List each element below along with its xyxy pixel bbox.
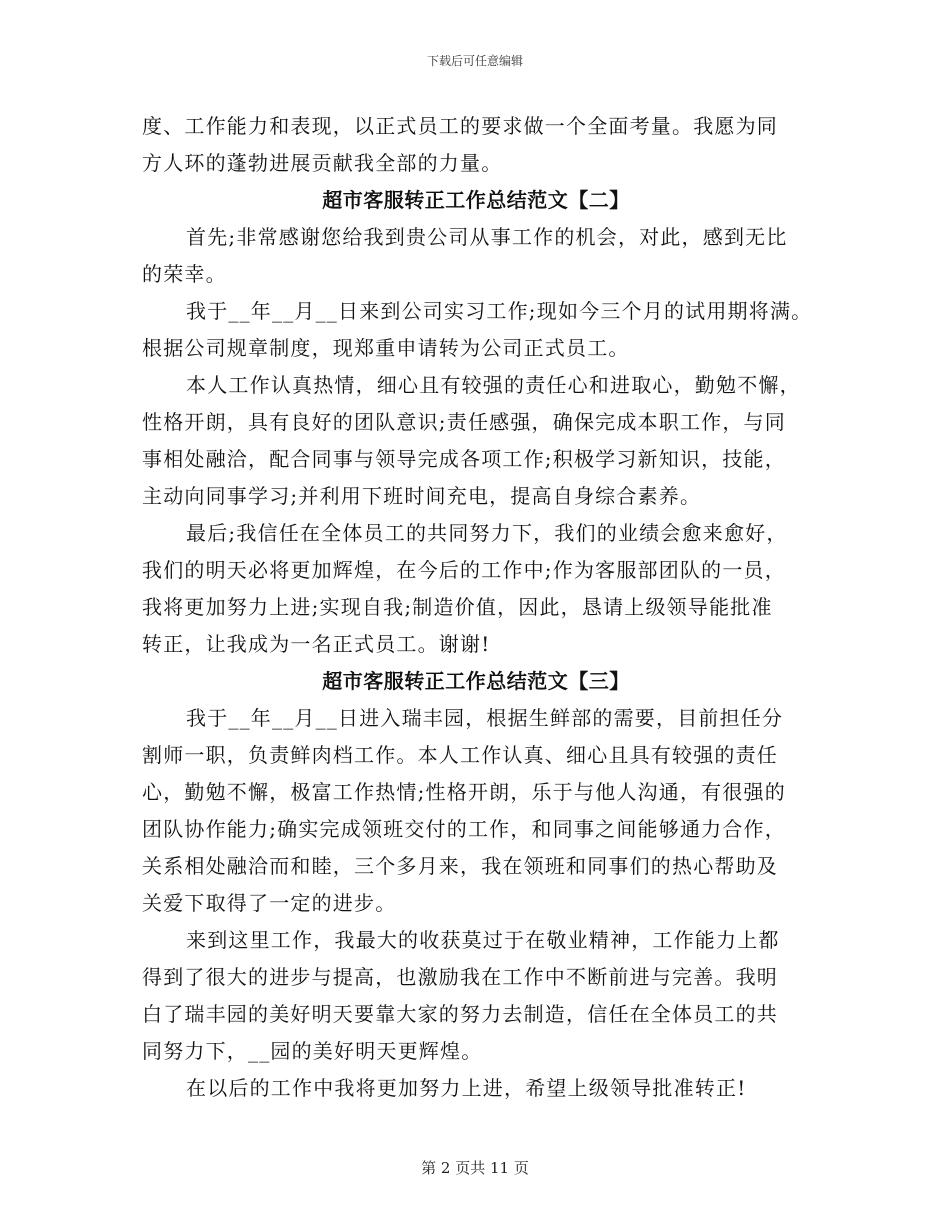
- body-line: 同努力下，__园的美好明天更辉煌。: [142, 1039, 483, 1063]
- body-line: 得到了很大的进步与提高，也激励我在工作中不断前进与完善。我明: [142, 965, 778, 989]
- body-line: 我将更加努力上进;实现自我;制造价值，因此，恳请上级领导能批准: [142, 595, 773, 619]
- document-body: [142, 108, 813, 1107]
- body-line: 心，勤勉不懈，极富工作热情;性格开朗，乐于与他人沟通，有很强的: [142, 780, 786, 804]
- section-heading: 超市客服转正工作总结范文【二】: [322, 188, 630, 212]
- body-line: 白了瑞丰园的美好明天要靠大家的努力去制造，信任在全体员工的共: [142, 1002, 778, 1026]
- body-line: 主动向同事学习;并利用下班时间充电，提高自身综合素养。: [142, 484, 702, 508]
- body-line: 度、工作能力和表现，以正式员工的要求做一个全面考量。我愿为同: [142, 114, 778, 138]
- body-line: 我们的明天必将更加辉煌，在今后的工作中;作为客服部团队的一员，: [142, 558, 786, 582]
- body-line: 割师一职，负责鲜肉档工作。本人工作认真、细心且具有较强的责任: [142, 743, 778, 767]
- body-line: 方人环的蓬勃进展贡献我全部的力量。: [142, 151, 503, 175]
- body-line: 关系相处融洽而和睦，三个多月来，我在领班和同事们的热心帮助及: [142, 854, 778, 878]
- body-line: 转正，让我成为一名正式员工。谢谢!: [142, 632, 491, 656]
- paragraph-first-line: 我于__年__月__日来到公司实习工作;现如今三个月的试用期将满。: [186, 299, 813, 323]
- paragraph-first-line: 首先;非常感谢您给我到贵公司从事工作的机会，对此，感到无比: [186, 225, 788, 249]
- body-line: 性格开朗，具有良好的团队意识;责任感强，确保完成本职工作，与同: [142, 410, 786, 434]
- body-line: 根据公司规章制度，现郑重申请转为公司正式员工。: [142, 336, 630, 360]
- paragraph-first-line: 来到这里工作，我最大的收获莫过于在敬业精神，工作能力上都: [186, 928, 780, 952]
- paragraph-first-line: 在以后的工作中我将更加努力上进，希望上级领导批准转正!: [186, 1076, 747, 1100]
- section-heading: 超市客服转正工作总结范文【三】: [322, 669, 630, 693]
- body-line: 的荣幸。: [142, 262, 227, 286]
- body-line: 关爱下取得了一定的进步。: [142, 891, 397, 915]
- paragraph-first-line: 最后;我信任在全体员工的共同努力下，我们的业绩会愈来愈好，: [186, 521, 788, 545]
- body-line: 事相处融洽，配合同事与领导完成各项工作;积极学习新知识，技能，: [142, 447, 786, 471]
- paragraph-first-line: 我于__年__月__日进入瑞丰园，根据生鲜部的需要，目前担任分: [186, 706, 784, 730]
- page-header-note: 下载后可任意编辑: [426, 54, 523, 68]
- body-line: 团队协作能力;确实完成领班交付的工作，和同事之间能够通力合作，: [142, 817, 786, 841]
- paragraph-first-line: 本人工作认真热情，细心且有较强的责任心和进取心，勤勉不懈，: [186, 373, 801, 397]
- page-number: 第 2 页共 11 页: [421, 1159, 529, 1177]
